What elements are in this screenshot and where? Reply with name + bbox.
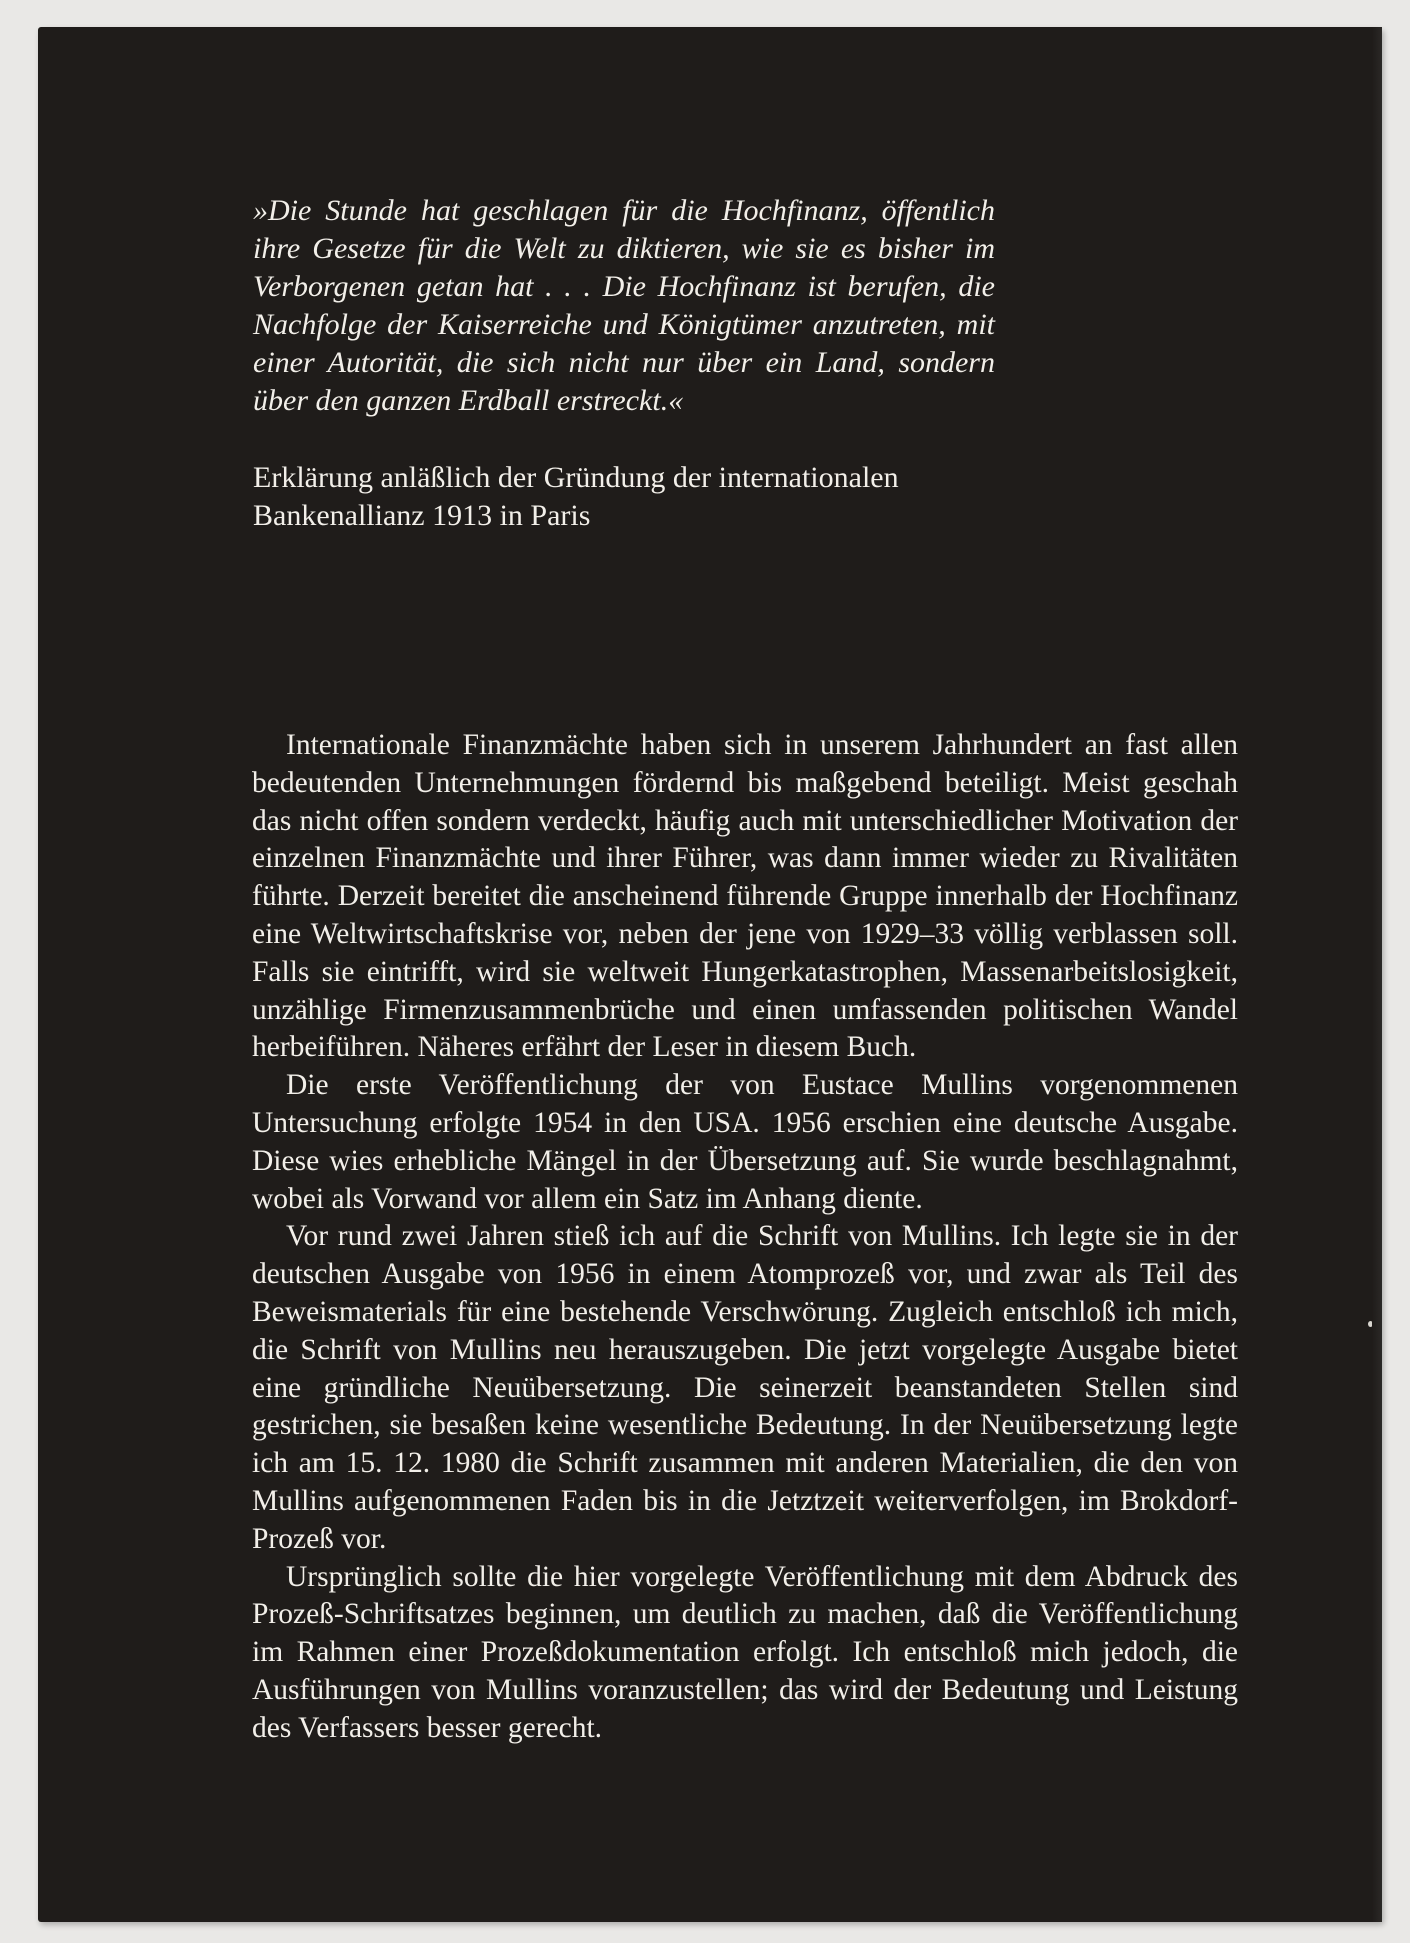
- wear-speck: [1376, 523, 1379, 526]
- blurb-text: [252, 727, 1238, 1748]
- blurb-paragraph: Vor rund zwei Jahren stieß ich auf die Schrift von Mullins. Ich legte sie in der deutschen Ausgabe von 1956 in einem Atomprozeß vor, und zwar als Teil des Beweismaterials für eine bestehende Verschwörung. Zugleich entschloß ich mich, die Schrift von Mullins neu herauszugeben. Die jetzt vorgelegte Ausgabe bietet eine gründliche Neuübersetzung. Die seinerzeit beanstandeten Stellen sind gestrichen, sie besaßen keine wesentliche Bedeutung. In der Neuübersetzung legte ich am 15. 12. 1980 die Schrift zusammen mit anderen Materialien, die den von Mullins aufgenommenen Faden bis in die Jetztzeit weiterverfolgen, im Brokdorf-Prozeß vor.: [252, 1220, 1238, 1555]
- wear-speck: [1372, 1455, 1375, 1459]
- epigraph-quote: »Die Stunde hat geschlagen für die Hochfinanz, öffentlich ihre Gesetze für die Welt zu diktieren, wie sie es bisher im Verborgenen getan hat . . . Die Hochfinanz ist berufen, die Nachfolge der Kaiserreiche und Königtümer anzutreten, mit einer Autorität, die sich nicht nur über ein Land, sondern über den ganzen Erdball erstreckt.«: [253, 194, 995, 417]
- blurb-paragraph: Die erste Veröffentlichung der von Eustace Mullins vorgenommenen Untersuchung erfolgte 1954 in den USA. 1956 erschien eine deutsche Ausgabe. Diese wies erhebliche Mängel in der Übersetzung auf. Sie wurde beschlagnahmt, wobei als Vorwand vor allem ein Satz im Anhang diente.: [252, 1069, 1238, 1215]
- attribution-line-2: Bankenallianz 1913 in Paris: [253, 499, 591, 532]
- blurb-paragraph: Internationale Finanzmächte haben sich in unserem Jahrhundert an fast allen bedeutenden Unternehmungen fördernd bis maßgebend beteiligt. Meist geschah das nicht offen sondern verdeckt, häufig auch mit unterschiedlicher Motivation der einzelnen Finanzmächte und ihrer Führer, was dann immer wieder zu Rivalitäten führte. Derzeit bereitet die anscheinend führende Gruppe innerhalb der Hochfinanz eine Weltwirtschaftskrise vor, neben der jene von 1929–33 völlig verblassen soll. Falls sie eintrifft, wird sie weltweit Hungerkatastrophen, Massenarbeitslosigkeit, unzählige Firmenzusammenbrüche und einen umfassenden politischen Wandel herbeiführen. Näheres erfährt der Leser in diesem Buch.: [252, 729, 1238, 1064]
- wear-speck: [1377, 1338, 1380, 1341]
- quote-attribution: [253, 459, 1013, 535]
- attribution-line-1: Erklärung anläßlich der Gründung der internationalen: [253, 461, 899, 494]
- book-back-cover: [38, 27, 1382, 1922]
- wear-speck: [1374, 495, 1378, 499]
- blurb-paragraph: Ursprünglich sollte die hier vorgelegte Veröffentlichung mit dem Abdruck des Prozeß-Schriftsatzes beginnen, um deutlich zu machen, daß die Veröffentlichung im Rahmen einer Prozeßdokumentation erfolgt. Ich entschloß mich jedoch, die Ausführungen von Mullins voranzustellen; das wird der Bedeutung und Leistung des Verfassers besser gerecht.: [252, 1560, 1238, 1744]
- wear-speck: [1368, 1321, 1373, 1327]
